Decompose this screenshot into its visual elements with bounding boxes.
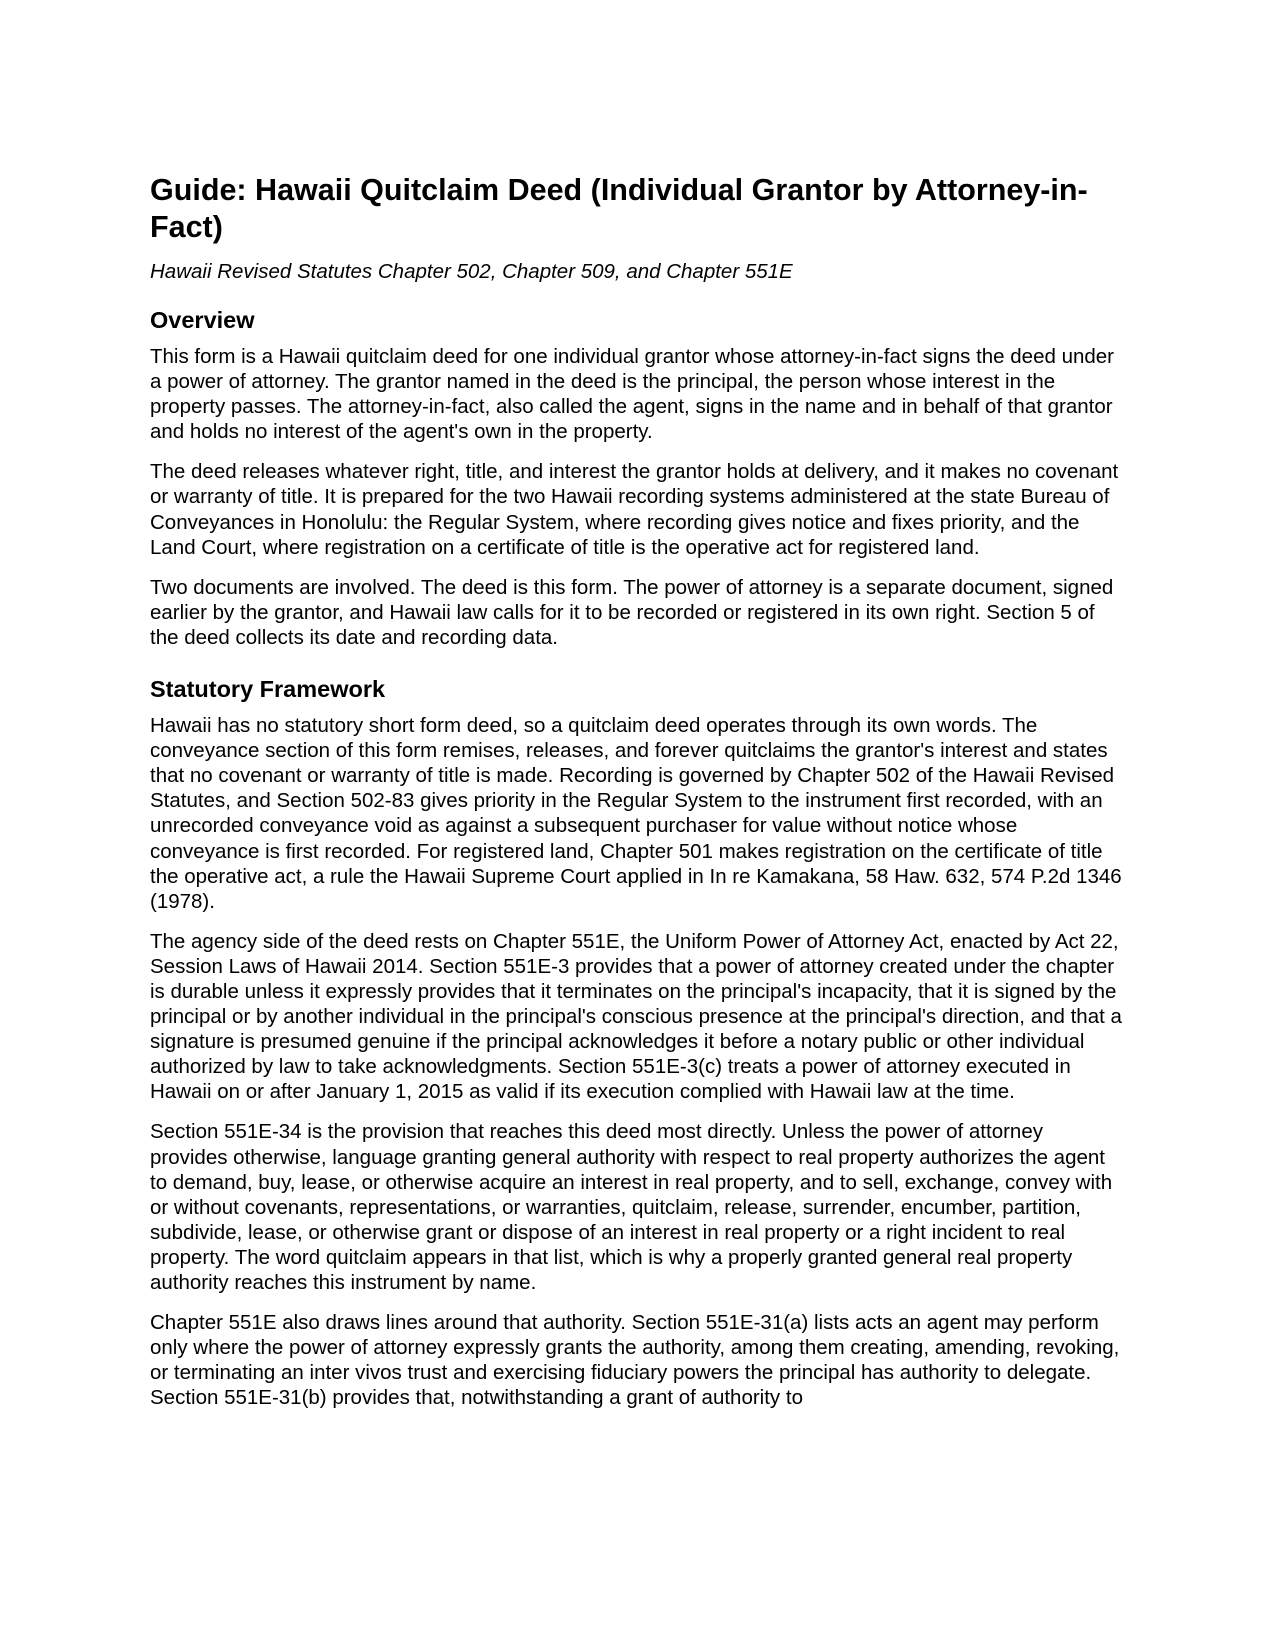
paragraph: This form is a Hawaii quitclaim deed for one individual grantor whose attorney-in-fact signs the deed under a power of attorney. The grantor named in the deed is the principal, the person whose interest in the property passes. The attorney-in-fact, also called the agent, signs in the name and in behalf of that grantor and holds no interest of the agent's own in the property.	[150, 345, 1115, 444]
document-page	[150, 172, 1125, 1410]
document-title: Guide: Hawaii Quitclaim Deed (Individual Grantor by Attorney-in-Fact)	[150, 173, 1088, 244]
paragraph: Hawaii has no statutory short form deed, so a quitclaim deed operates through its own words. The conveyance section of this form remises, releases, and forever quitclaims the grantor's interest and states that no covenant or warranty of title is made. Recording is governed by Chapter 502 of the Hawaii Revised Statutes, and Section 502-83 gives priority in the Regular System to the instrument first recorded, with an unrecorded conveyance void as against a subsequent purchaser for value without notice whose conveyance is first recorded. For registered land, Chapter 501 makes registration on the certificate of title the operative act, a rule the Hawaii Supreme Court applied in In re Kamakana, 58 Haw. 632, 574 P.2d 1346 (1978).	[150, 714, 1122, 913]
paragraph: The deed releases whatever right, title, and interest the grantor holds at delivery, and it makes no covenant or warranty of title. It is prepared for the two Hawaii recording systems administered at the state Bureau of Conveyances in Honolulu: the Regular System, where recording gives notice and fixes priority, and the Land Court, where registration on a certificate of title is the operative act for registered land.	[150, 460, 1119, 559]
section-heading-overview: Overview	[150, 307, 255, 333]
document-subtitle: Hawaii Revised Statutes Chapter 502, Chapter 509, and Chapter 551E	[150, 260, 793, 283]
paragraph: Chapter 551E also draws lines around that authority. Section 551E-31(a) lists acts an agent may perform only where the power of attorney expressly grants the authority, among them creating, amending, revoking, or terminating an inter vivos trust and exercising fiduciary powers the principal has authority to delegate. Section 551E-31(b) provides that, notwithstanding a grant of authority to	[150, 1311, 1120, 1410]
paragraph: Two documents are involved. The deed is this form. The power of attorney is a separate document, signed earlier by the grantor, and Hawaii law calls for it to be recorded or registered in its own right. Section 5 of the deed collects its date and recording data.	[150, 575, 1114, 649]
section-heading-statutory-framework: Statutory Framework	[150, 676, 386, 703]
paragraph: Section 551E-34 is the provision that reaches this deed most directly. Unless the power of attorney provides otherwise, language granting general authority with respect to real property authorizes the agent to demand, buy, lease, or otherwise acquire an interest in real property, and to sell, exchange, convey with or without covenants, representations, or warranties, quitclaim, release, surrender, encumber, partition, subdivide, lease, or otherwise grant or dispose of an interest in real property or a right incident to real property. The word quitclaim appears in that list, which is why a properly granted general real property authority reaches this instrument by name.	[150, 1120, 1113, 1294]
paragraph: The agency side of the deed rests on Chapter 551E, the Uniform Power of Attorney Act, enacted by Act 22, Session Laws of Hawaii 2014. Section 551E-3 provides that a power of attorney created under the chapter is durable unless it expressly provides that it terminates on the principal's incapacity, that it is signed by the principal or by another individual in the principal's conscious presence at the principal's direction, and that a signature is presumed genuine if the principal acknowledges it before a notary public or other individual authorized by law to take acknowledgments. Section 551E-3(c) treats a power of attorney executed in Hawaii on or after January 1, 2015 as valid if its execution complied with Hawaii law at the time.	[150, 929, 1122, 1104]
